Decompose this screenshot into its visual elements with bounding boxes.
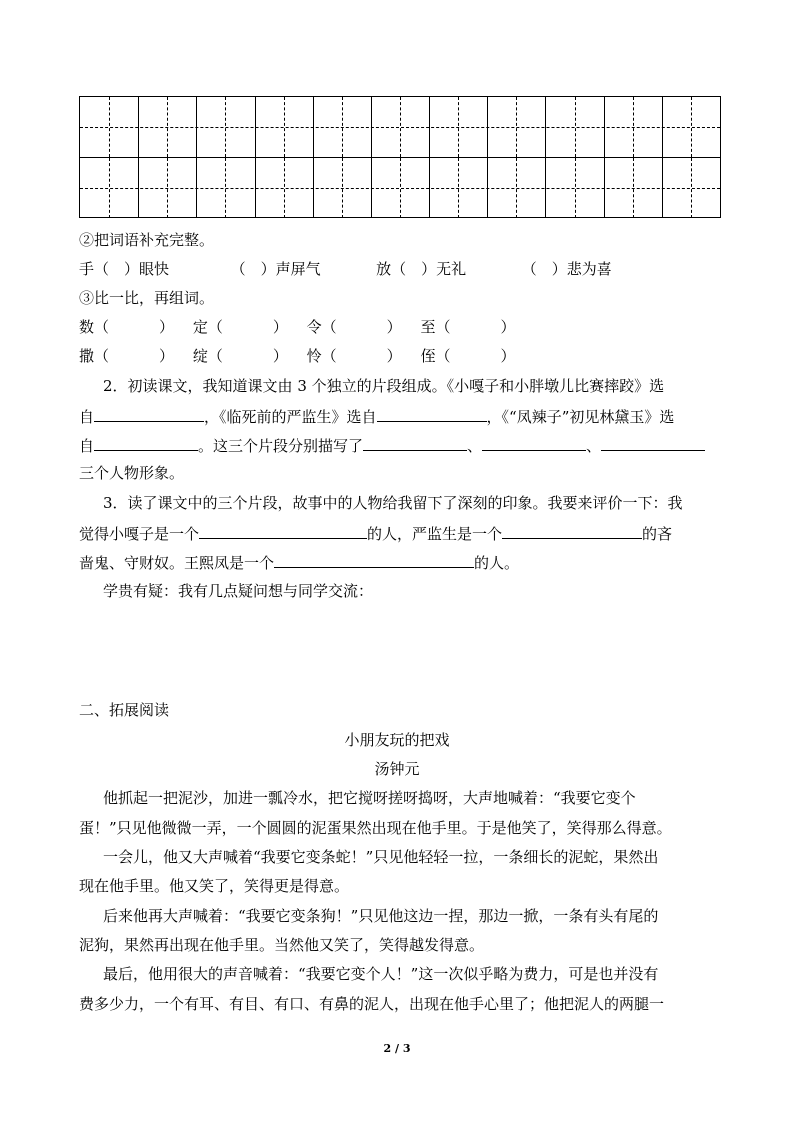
answer-blank[interactable] — [377, 405, 487, 422]
item3-line1: 3．读了课文中的三个片段，故事中的人物给我留下了深刻的印象。我要来评价一下：我 — [103, 494, 683, 512]
compare-row-2: 撒（ ） 绽（ ） 怜（ ） 侄（ ） — [79, 347, 516, 365]
q2-title: ②把词语补充完整。 — [79, 231, 215, 249]
q3-title: ③比一比，再组词。 — [79, 289, 215, 307]
item2-line3: 自 。这三个片段分别描写了 、 、 — [79, 434, 705, 456]
story-title: 小朋友玩的把戏 — [344, 731, 450, 749]
story-line: 一会儿，他又大声喊着“我要它变条蛇！”只见他轻轻一拉，一条细长的泥蛇，果然出 — [103, 848, 659, 866]
idiom-row — [79, 259, 612, 279]
item2-line1: 2．初读课文，我知道课文由 3 个独立的片段组成。《小嘎子和小胖墩儿比赛摔跤》选 — [103, 377, 665, 395]
item3-line2: 觉得小嘎子是一个 的人，严监生是一个 的吝 — [79, 522, 672, 544]
answer-blank[interactable] — [363, 434, 467, 451]
answer-blank[interactable] — [601, 434, 705, 451]
compare-item: 至（ — [420, 318, 451, 336]
answer-blank[interactable] — [94, 434, 198, 451]
compare-item: 令（ — [306, 318, 337, 336]
story-line: 现在他手里。他又笑了，笑得更是得意。 — [79, 877, 350, 895]
compare-row-1: 数（ ） 定（ ） 令（ ） 至（ ） — [79, 318, 516, 336]
idiom-1: 手（ ）眼快 — [79, 260, 170, 278]
item3-line3: 啬鬼、守财奴。王熙凤是一个 的人。 — [79, 551, 519, 573]
writing-grid — [79, 96, 721, 218]
compare-item: 撒（ — [79, 347, 110, 365]
compare-item: 数（ — [79, 318, 110, 336]
answer-blank[interactable] — [502, 522, 642, 539]
answer-blank[interactable] — [199, 522, 367, 539]
grid-row-guide — [80, 188, 720, 189]
grid-row — [80, 97, 720, 157]
idiom-3: 放（ ）无礼 — [376, 260, 467, 278]
item2-line4: 三个人物形象。 — [79, 464, 185, 482]
answer-blank[interactable] — [94, 405, 204, 422]
compare-item: 绽（ — [192, 347, 223, 365]
story-line: 蛋！”只见他微微一弄，一个圆圆的泥蛋果然出现在他手里。于是他笑了，笑得那么得意。 — [79, 819, 672, 837]
grid-row-guide — [80, 127, 720, 128]
story-line: 他抓起一把泥沙，加进一瓢冷水，把它搅呀搓呀捣呀，大声地喊着：“我要它变个 — [103, 789, 636, 807]
idiom-4: （ ）悲为喜 — [521, 260, 612, 278]
grid-row — [80, 157, 720, 218]
story-author: 汤钟元 — [374, 760, 420, 778]
compare-item: 定（ — [192, 318, 223, 336]
compare-item: 怜（ — [306, 347, 337, 365]
story-line: 费多少力，一个有耳、有目、有口、有鼻的泥人，出现在他手心里了；他把泥人的两腿一 — [79, 995, 665, 1013]
story-line: 后来他再大声喊着：“我要它变条狗！”只见他这边一捏，那边一掀，一条有头有尾的 — [103, 907, 659, 925]
answer-blank[interactable] — [274, 551, 474, 568]
story-line: 泥狗，果然再出现在他手里。当然他又笑了，笑得越发得意。 — [79, 936, 485, 954]
page-number: 2 / 3 — [383, 1042, 411, 1055]
item2-line2: 自 ，《临死前的严监生》选自 ，《“凤辣子”初见林黛玉》选 — [79, 405, 674, 427]
story-line: 最后，他用很大的声音喊着：“我要它变个人！”这一次似乎略为费力，可是也并没有 — [103, 965, 659, 983]
answer-blank[interactable] — [482, 434, 586, 451]
compare-item: 侄（ — [420, 347, 451, 365]
section-heading: 二、拓展阅读 — [79, 701, 170, 719]
idiom-2: （ ）声屏气 — [230, 260, 321, 278]
doubt-prompt: 学贵有疑：我有几点疑问想与同学交流： — [103, 582, 374, 600]
